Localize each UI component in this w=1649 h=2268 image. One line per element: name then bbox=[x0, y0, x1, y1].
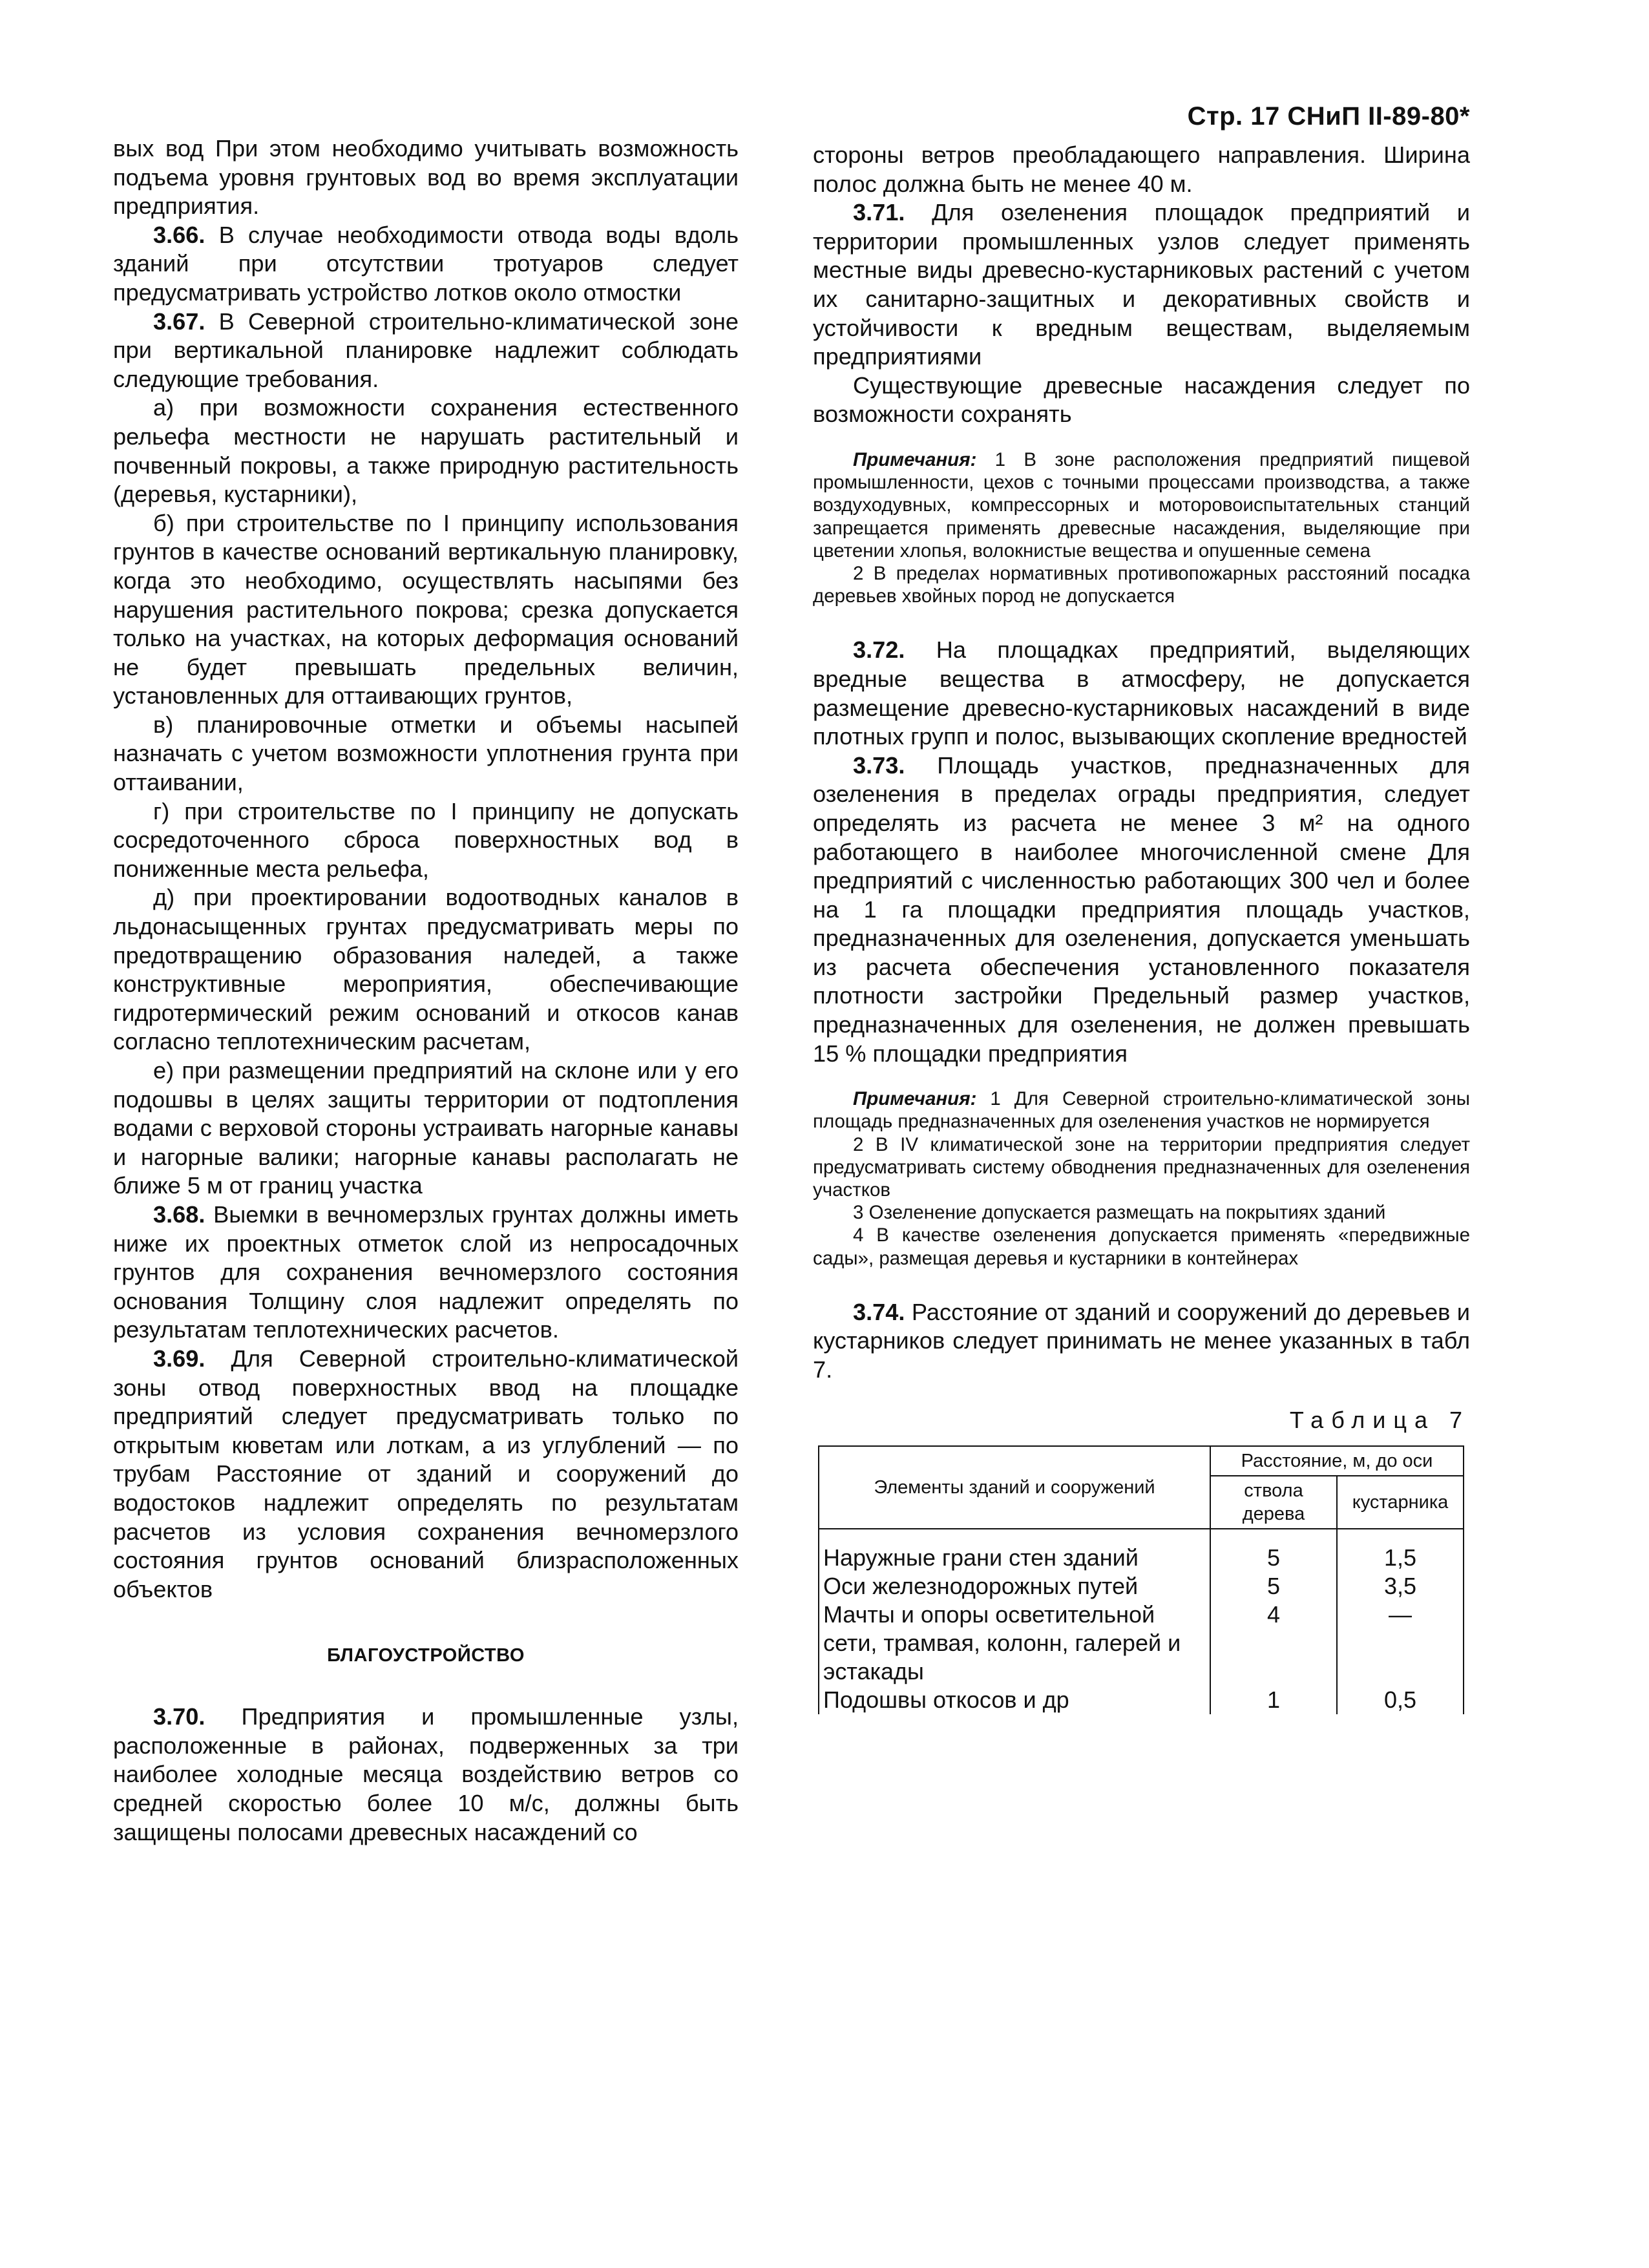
table-cell-shrub: 3,5 bbox=[1337, 1572, 1464, 1601]
paragraph-continuation: вых вод При этом необходимо учитывать возможность подъема уровня грунтовых вод во время эксплуатации предприятия. bbox=[113, 135, 739, 220]
table-header-trunk: ствола дерева bbox=[1210, 1476, 1337, 1529]
clause-number: 3.74. bbox=[853, 1298, 905, 1325]
clause-text: Предприятия и промышленные узлы, расположенные в районах, подверженных за три наиболее холодные месяца воздействию ветров со средней скоростью более 10 м/с, должны быть защищены полосами древесных насаждений со bbox=[113, 1703, 739, 1845]
clause-3-67 bbox=[113, 308, 739, 394]
clause-3-71 bbox=[813, 198, 1470, 372]
clause-number: 3.69. bbox=[153, 1345, 205, 1372]
right-column bbox=[813, 141, 1470, 1714]
section-heading: БЛАГОУСТРОЙСТВО bbox=[327, 1645, 525, 1666]
clause-text: Площадь участков, предназначенных для озеленения в пределах ограды предприятия, следует определять из расчета не менее 3 м² на одного работающего в наиболее многочисленной смене Для предприятий с численностью работающих 300 чел и более на 1 га площадки предприятия площадь участков, предназначенных для озеленения, допускается уменьшать из расчета обеспечения установленного показателя плотности застройки Предельный размер участков, предназначенных для озеленения, не должен превышать 15 % площадки предприятия bbox=[813, 751, 1470, 1067]
notes-block-1 bbox=[813, 448, 1470, 607]
table-cell-name: Наружные грани стен зданий bbox=[819, 1529, 1210, 1572]
clause-3-68 bbox=[113, 1201, 739, 1345]
clause-text: Для озеленения площадок предприятий и территории промышленных узлов следует применять местные виды древесно-кустарниковых растений с учетом их санитарно-защитных и декоративных свойств и устойчивости к вредным веществам, выделяемым предприятиями bbox=[813, 199, 1470, 370]
clause-3-69 bbox=[113, 1345, 739, 1604]
table-cell-name: Мачты и опоры осветительной сети, трамвая, колонн, галерей и эстакады bbox=[819, 1601, 1210, 1686]
notes-block-2 bbox=[813, 1087, 1470, 1270]
clause-3-74 bbox=[813, 1298, 1470, 1385]
note-item: 4 В качестве озеленения допускается применять «передвижные сады», размещая деревья и кустарники в контейнерах bbox=[813, 1224, 1470, 1269]
table-header-distance: Расстояние, м, до оси bbox=[1210, 1446, 1464, 1476]
table-cell-trunk: 1 bbox=[1210, 1686, 1337, 1714]
note-item: 2 В пределах нормативных противопожарных расстояний посадка деревьев хвойных пород не допускается bbox=[813, 562, 1470, 607]
list-item-a: а) при возможности сохранения естественного рельефа местности не нарушать растительный и почвенный покровы, а также природную растительность (деревья, кустарники), bbox=[113, 394, 739, 508]
table-row bbox=[819, 1529, 1464, 1572]
clause-number: 3.73. bbox=[853, 751, 905, 779]
table-cell-trunk: 5 bbox=[1210, 1572, 1337, 1601]
notes-label: Примечания: bbox=[853, 1088, 977, 1110]
note-item: 2 В IV климатической зоне на территории предприятия следует предусматривать систему обводнения предназначенных для озеленения участков bbox=[813, 1133, 1470, 1201]
left-column bbox=[113, 134, 739, 1847]
table-caption: Таблица 7 bbox=[1289, 1406, 1470, 1433]
list-item-d: д) при проектировании водоотводных каналов в льдонасыщенных грунтах предусматривать меры по предотвращению образования наледей, а также конструктивные мероприятия, обеспечивающие гидротермический режим оснований и откосов канав согласно теплотехническим расчетам, bbox=[113, 884, 739, 1055]
note-text: 1 Для Северной строительно-климатической зоны площадь предназначенных для озеленения участков не нормируется bbox=[813, 1088, 1470, 1133]
table-row bbox=[819, 1686, 1464, 1714]
clause-text: В случае необходимости отвода воды вдоль зданий при отсутствии тротуаров следует предусматривать устройство лотков около отмостки bbox=[113, 221, 739, 306]
page-header: Стр. 17 СНиП II-89-80* bbox=[1187, 102, 1470, 131]
list-item-e: е) при размещении предприятий на склоне или у его подошвы в целях защиты территории от подтопления водами с верховой стороны устраивать нагорные канавы и нагорные валики; нагорные канавы располагать не ближе 5 м от границ участка bbox=[113, 1057, 739, 1199]
clause-3-66 bbox=[113, 221, 739, 308]
clause-text: На площадках предприятий, выделяющих вредные вещества в атмосферу, не допускается размещение древесно-кустарниковых насаждений в виде плотных групп и полос, вызывающих скопление вредностей bbox=[813, 636, 1470, 750]
list-item-g: г) при строительстве по I принципу не допускать сосредоточенного сброса поверхностных вод в пониженные места рельефа, bbox=[113, 797, 739, 882]
clause-number: 3.67. bbox=[153, 308, 205, 335]
clause-3-73 bbox=[813, 751, 1470, 1069]
clause-text: Расстояние от зданий и сооружений до деревьев и кустарников следует принимать не менее указанных в табл 7. bbox=[813, 1298, 1470, 1383]
table-header-elements: Элементы зданий и сооружений bbox=[819, 1446, 1210, 1529]
list-item-b: б) при строительстве по I принципу использования грунтов в качестве оснований вертикальную планировку, когда это необходимо, осуществлять насыпями без нарушения растительного покрова; срезка допускается только на участках, на которых деформация оснований не будет превышать предельных величин, установленных для оттаивающих грунтов, bbox=[113, 509, 739, 709]
table-row bbox=[819, 1601, 1464, 1686]
clause-text: В Северной строительно-климатической зоне при вертикальной планировке надлежит соблюдать следующие требования. bbox=[113, 308, 739, 392]
notes-label: Примечания: bbox=[853, 448, 977, 470]
clause-number: 3.72. bbox=[853, 636, 905, 664]
table-cell-trunk: 4 bbox=[1210, 1601, 1337, 1686]
table-cell-trunk: 5 bbox=[1210, 1529, 1337, 1572]
table-cell-shrub: — bbox=[1337, 1601, 1464, 1686]
table-cell-shrub: 0,5 bbox=[1337, 1686, 1464, 1714]
table-cell-name: Оси железнодорожных путей bbox=[819, 1572, 1210, 1601]
clause-text: Выемки в вечномерзлых грунтах должны иметь ниже их проектных отметок слой из непросадочных грунтов для сохранения вечномерзлого состояния основания Толщину слоя надлежит определять по результатам теплотехнических расчетов. bbox=[113, 1201, 739, 1343]
list-item-v: в) планировочные отметки и объемы насыпей назначать с учетом возможности уплотнения грунта при оттаивании, bbox=[113, 711, 739, 796]
note-text: 1 В зоне расположения предприятий пищевой промышленности, цехов с точными процессами производства, а также воздуходувных, компрессорных и моторовоиспытательных станций запрещается применять древесные насаждения, выделяющие при цветении хлопья, волокнистые вещества и опушенные семена bbox=[813, 448, 1470, 562]
paragraph-continuation: стороны ветров преобладающего направления. Ширина полос должна быть не менее 40 м. bbox=[813, 142, 1470, 197]
table-header-shrub: кустарника bbox=[1337, 1476, 1464, 1529]
table-7 bbox=[818, 1445, 1464, 1714]
table-row bbox=[819, 1572, 1464, 1601]
table-cell-shrub: 1,5 bbox=[1337, 1529, 1464, 1572]
clause-3-70 bbox=[113, 1703, 739, 1847]
note-item bbox=[813, 1087, 1470, 1133]
note-item: 3 Озеленение допускается размещать на покрытиях зданий bbox=[853, 1202, 1386, 1224]
clause-number: 3.66. bbox=[153, 221, 205, 248]
clause-number: 3.71. bbox=[853, 199, 905, 226]
clause-text: Для Северной строительно-климатической зоны отвод поверхностных ввод на площадке предприятий следует предусматривать только по открытым кюветам или лоткам, а из углублений — по трубам Расстояние от зданий и сооружений до водостоков надлежит определять по результатам расчетов из условия сохранения вечномерзлого состояния грунтов оснований близрасположенных объектов bbox=[113, 1345, 739, 1602]
clause-3-71-b: Существующие древесные насаждения следует по возможности сохранять bbox=[813, 372, 1470, 428]
note-item bbox=[813, 448, 1470, 562]
clause-3-72 bbox=[813, 636, 1470, 751]
table-cell-name: Подошвы откосов и др bbox=[819, 1686, 1210, 1714]
clause-number: 3.70. bbox=[153, 1703, 205, 1730]
clause-number: 3.68. bbox=[153, 1201, 205, 1228]
